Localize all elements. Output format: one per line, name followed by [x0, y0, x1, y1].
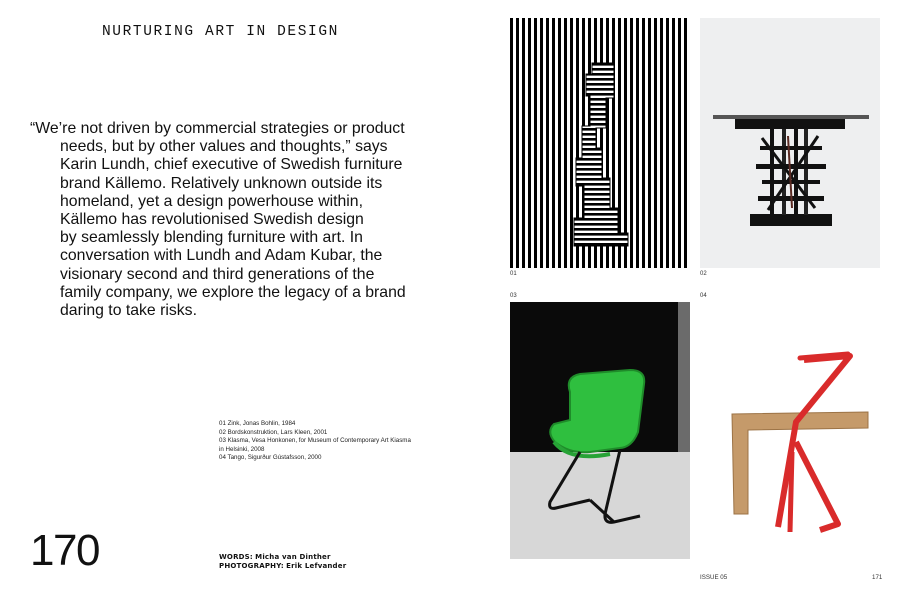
image-bordskonstruktion: [700, 18, 880, 268]
pull-quote: [30, 120, 410, 320]
quote-line: family company, we explore the legacy of a brand: [60, 283, 406, 301]
quote-line: homeland, yet a design powerhouse within,: [60, 192, 363, 210]
caption-03: 03: [510, 293, 517, 299]
quote-line: by seamlessly blending furniture with art. In: [60, 229, 363, 247]
quote-line: Karin Lundh, chief executive of Swedish furniture: [60, 156, 403, 174]
byline: [219, 553, 346, 571]
caption-04: 04: [700, 293, 707, 299]
credit-line: in Helsinki, 2008: [219, 445, 265, 453]
caption-02: 02: [700, 271, 707, 277]
quote-line: “We’re not driven by commercial strategies or product: [30, 120, 405, 137]
image-zink: [510, 18, 690, 268]
words-label: WORDS:: [219, 553, 253, 561]
credit-line: 03 Klasma, Vesa Honkonen, for Museum of Contemporary Art Kiasma: [219, 437, 411, 445]
image-credits: [219, 420, 419, 463]
page-number-left: 170: [30, 526, 99, 575]
words-value: Micha van Dinther: [255, 553, 331, 561]
caption-01: 01: [510, 271, 517, 277]
credit-line: 04 Tango, Sigurður Gústafsson, 2000: [219, 454, 322, 462]
page-number-right: 171: [872, 574, 883, 581]
quote-line: conversation with Lundh and Adam Kubar, the: [60, 247, 383, 265]
credit-line: 02 Bordskonstruktion, Lars Kleen, 2001: [219, 428, 328, 436]
quote-line: brand Källemo. Relatively unknown outside its: [60, 174, 383, 192]
photo-value: Erik Lefvander: [286, 562, 347, 570]
quote-line: Källemo has revolutionised Swedish design: [60, 211, 364, 229]
image-klasma: [510, 302, 690, 559]
green-chair-image: [510, 302, 690, 559]
quote-line: needs, but by other values and thoughts,” says: [60, 138, 388, 156]
table-image: [700, 18, 880, 268]
op-art-stripes-image: [510, 18, 690, 268]
credit-line: 01 Zink, Jonas Bohlin, 1984: [219, 420, 296, 427]
issue-label: ISSUE 05: [700, 574, 728, 581]
quote-line: visionary second and third generations of the: [60, 265, 375, 283]
image-tango: [700, 302, 880, 559]
quote-line: daring to take risks.: [60, 302, 197, 320]
photo-label: PHOTOGRAPHY:: [219, 562, 284, 570]
headline: NURTURING ART IN DESIGN: [102, 24, 339, 40]
red-chair-image: [700, 302, 880, 559]
